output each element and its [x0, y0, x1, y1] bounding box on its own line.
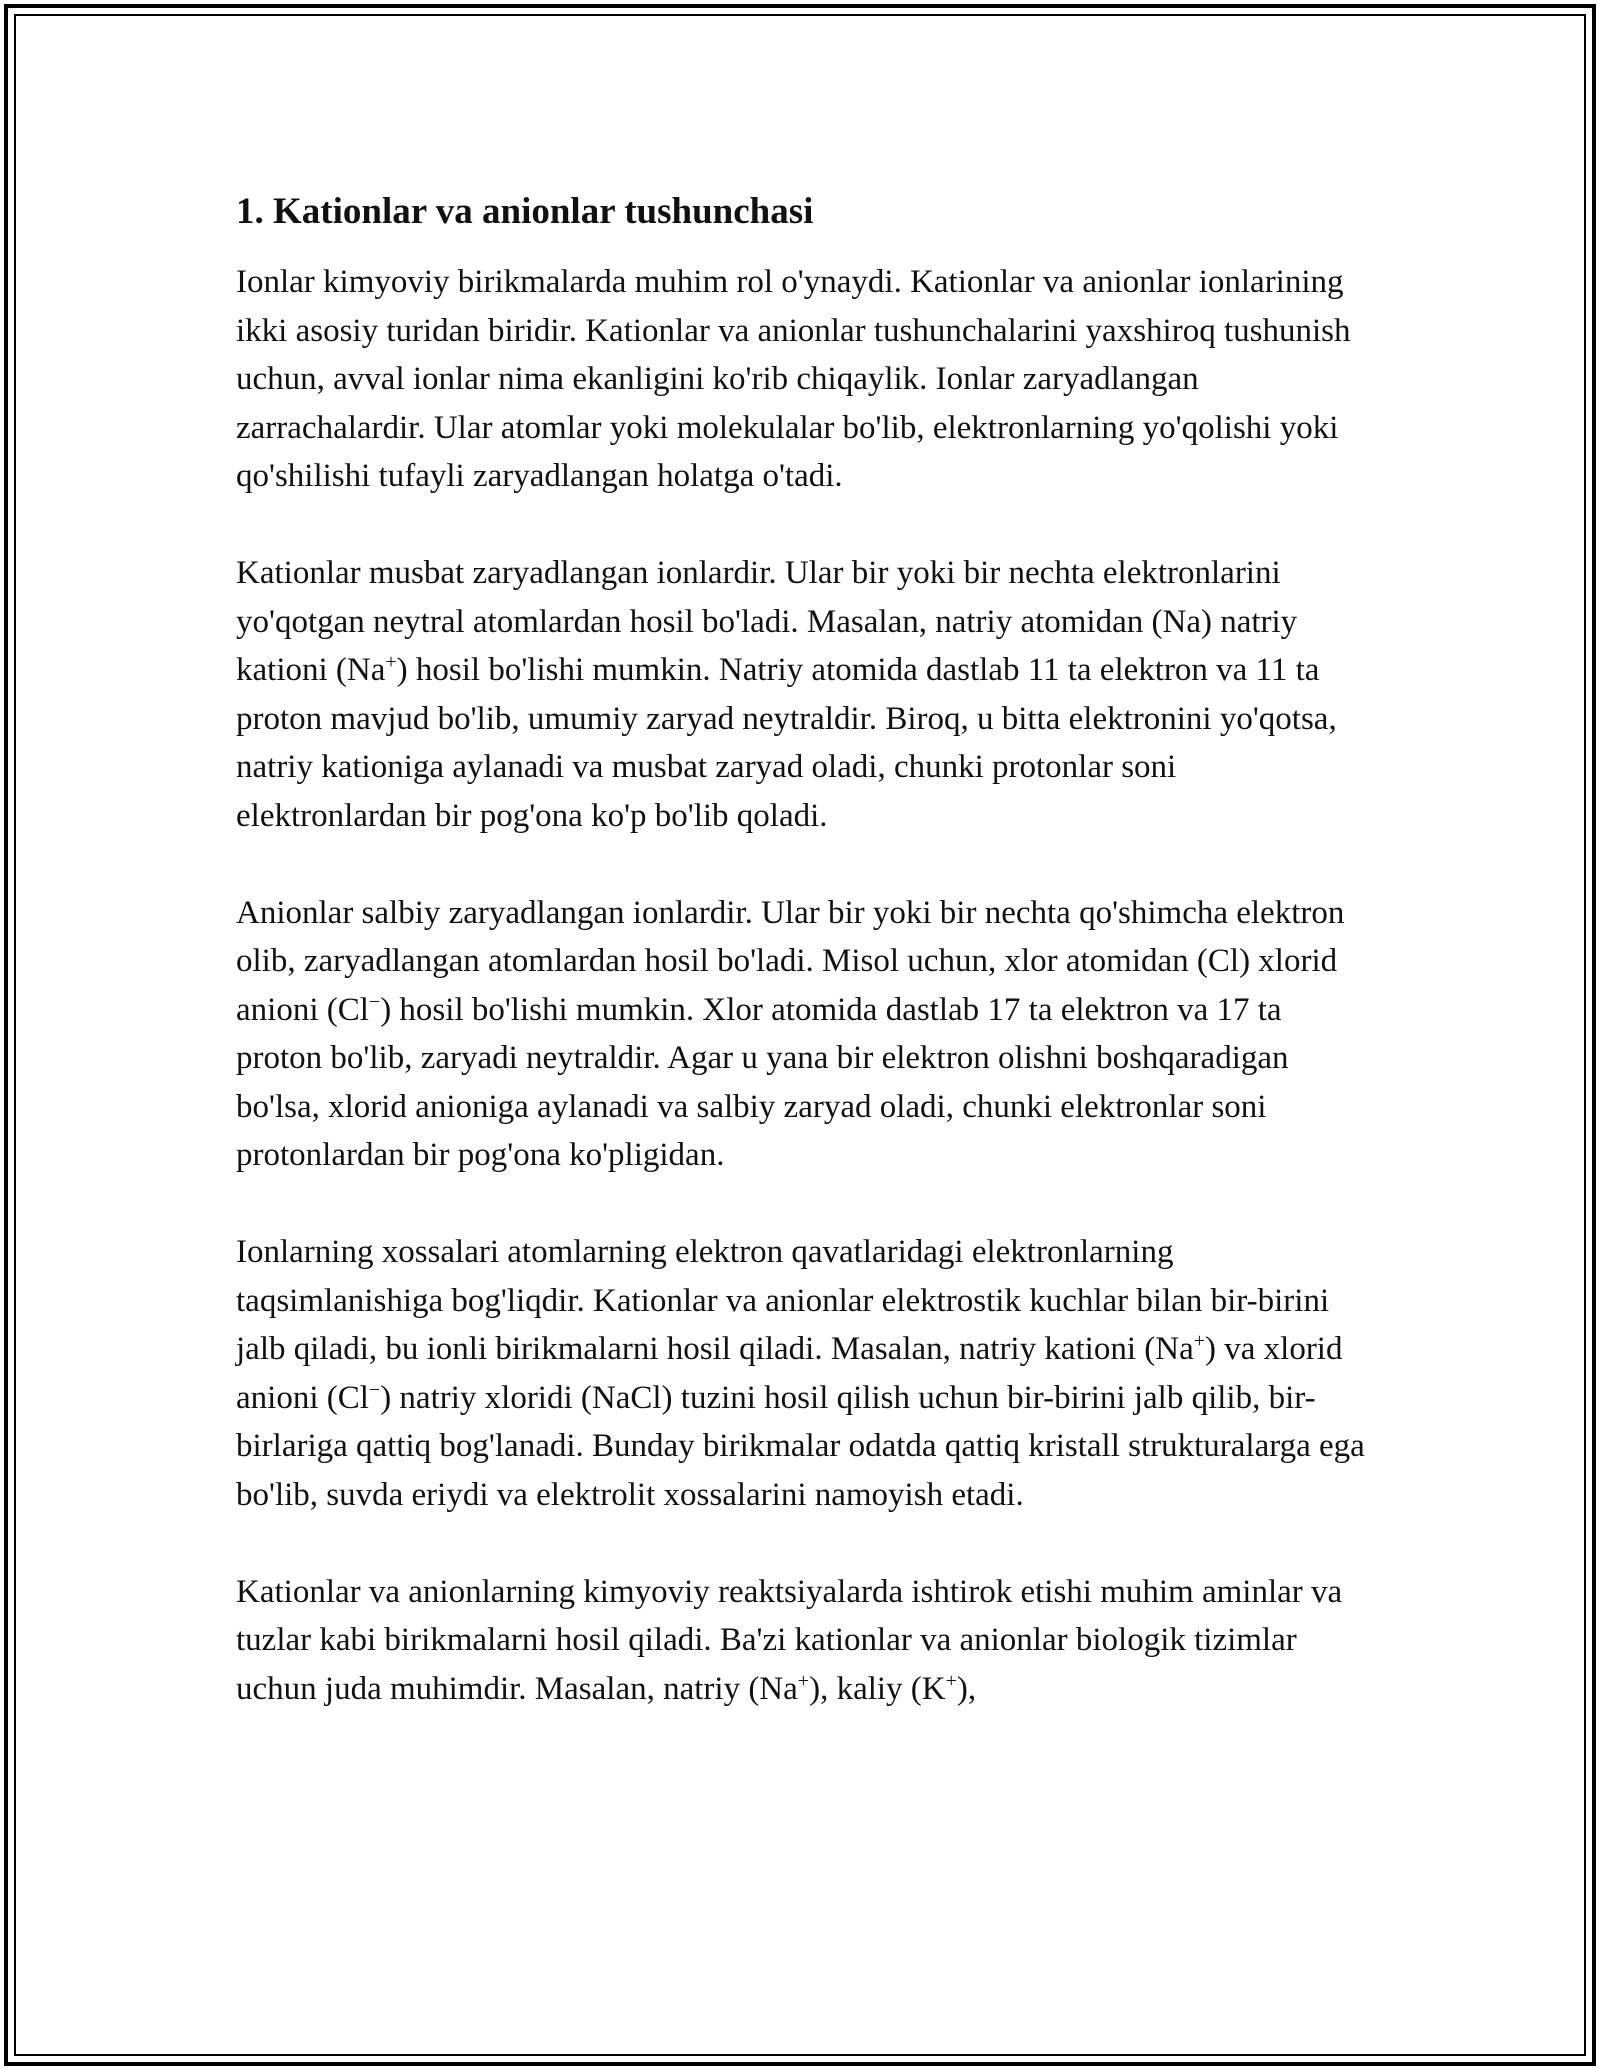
- paragraph-reactions: [236, 1568, 1366, 1714]
- paragraph-text: Anionlar salbiy zaryadlangan ionlardir. Ular bir yoki bir nechta qo'shimcha elektron olib, zaryadlangan atomlardan hosil bo'ladi. Misol uchun, xlor atomidan (Cl) xlorid anioni (Cl: [236, 894, 1345, 1028]
- paragraph-text: ) hosil bo'lishi mumkin. Xlor atomida dastlab 17 ta elektron va 17 ta proton bo'lib, zaryadi neytraldir. Agar u yana bir elektron olishni boshqaradigan bo'lsa, xlorid anioniga aylanadi va salbiy zaryad oladi, chunki elektronlar soni protonlardan bir pog'ona ko'pligidan.: [236, 991, 1289, 1173]
- charge-superscript: −: [368, 1378, 381, 1401]
- paragraph-ion-properties: [236, 1228, 1366, 1519]
- paragraph-text: ) hosil bo'lishi mumkin. Natriy atomida dastlab 11 ta elektron va 11 ta proton mavjud bo'lib, umumiy zaryad neytraldir. Biroq, u bitta elektronini yo'qotsa, natriy kationiga aylanadi va musbat zaryad oladi, chunki protonlar soni elektronlardan bir pog'ona ko'p bo'lib qoladi.: [236, 652, 1337, 834]
- charge-superscript: −: [368, 990, 381, 1013]
- charge-superscript: +: [1193, 1330, 1206, 1352]
- paragraph-cations: [236, 549, 1366, 840]
- document-body: [236, 186, 1366, 1762]
- charge-superscript: +: [945, 1669, 957, 1692]
- paragraph-text: Kationlar va anionlarning kimyoviy reaktsiyalarda ishtirok etishi muhim aminlar va tuzlar kabi birikmalarni hosil qiladi. Ba'zi kationlar va anionlar biologik tizimlar uchun juda muhimdir. Masalan, natriy (Na: [236, 1573, 1343, 1707]
- charge-superscript: +: [385, 651, 397, 673]
- paragraph-text: ) va xlorid anioni (Cl: [236, 1331, 1343, 1416]
- paragraph-anions: [236, 889, 1366, 1180]
- paragraph-text: ) natriy xloridi (NaCl) tuzini hosil qilish uchun bir-birini jalb qilib, bir-birlariga qattiq bog'lanadi. Bunday birikmalar odatda qattiq kristall strukturalarga ega bo'lib, suvda eriydi va elektrolit xossalarini namoyish etadi.: [236, 1379, 1365, 1513]
- charge-superscript: +: [797, 1669, 810, 1692]
- section-heading: 1. Kationlar va anionlar tushunchasi: [236, 191, 814, 232]
- paragraph-text: ),: [956, 1670, 977, 1707]
- paragraph-text: Ionlarning xossalari atomlarning elektron qavatlaridagi elektronlarning taqsimlanishiga bog'liqdir. Kationlar va anionlar elektrostik kuchlar bilan bir-birini jalb qiladi, bu ionli birikmalarni hosil qiladi. Masalan, natriy kationi (Na: [236, 1234, 1330, 1367]
- paragraph-text: Kationlar musbat zaryadlangan ionlardir. Ular bir yoki bir nechta elektronlarini yo'qotgan neytral atomlardan hosil bo'ladi. Masalan, natriy atomidan (Na) natriy kationi (Na: [236, 555, 1298, 688]
- paragraph-ions-intro: Ionlar kimyoviy birikmalarda muhim rol o'ynaydi. Kationlar va anionlar ionlarining ikki asosiy turidan biridir. Kationlar va anionlar tushunchalarini yaxshiroq tushunish uchun, avval ionlar nima ekanligini ko'rib chiqaylik. Ionlar zaryadlangan zarrachalardir. Ular atomlar yoki molekulalar bo'lib, elektronlarning yo'qolishi yoki qo'shilishi tufayli zaryadlangan holatga o'tadi.: [236, 264, 1351, 494]
- paragraph-text: ), kaliy (K: [809, 1670, 946, 1707]
